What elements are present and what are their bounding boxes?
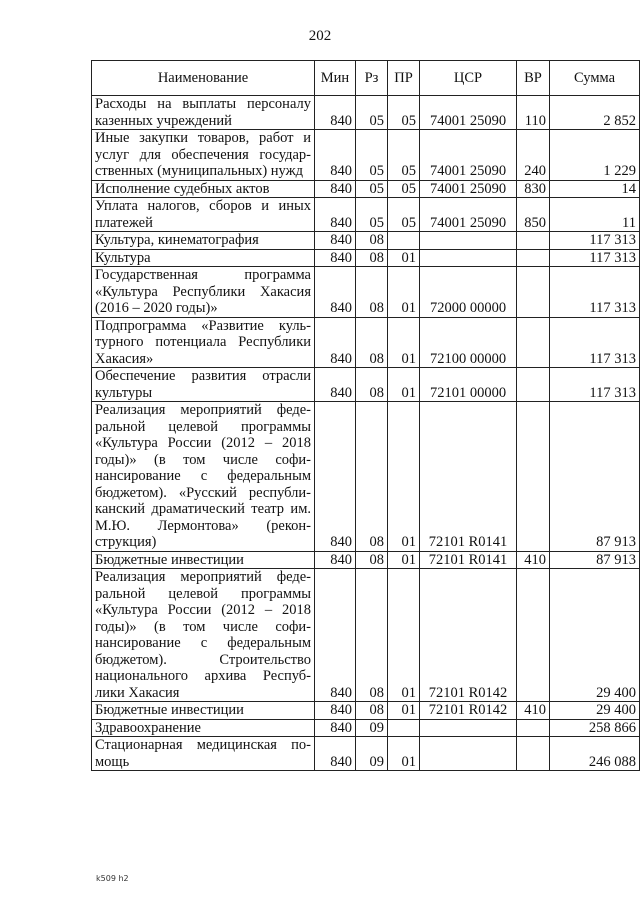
row-sum: 117 313 xyxy=(550,267,640,318)
row-rz: 05 xyxy=(356,96,388,130)
row-sum: 117 313 xyxy=(550,232,640,250)
row-sum: 117 313 xyxy=(550,317,640,368)
row-min: 840 xyxy=(315,719,356,737)
table-row xyxy=(92,402,640,552)
table-row xyxy=(92,267,640,318)
budget-table xyxy=(91,60,640,771)
row-sum: 29 400 xyxy=(550,702,640,720)
row-name: Обеспечение развития отрасли культуры xyxy=(92,368,315,402)
row-pr: 05 xyxy=(388,130,420,181)
footer-code: k509 h2 xyxy=(96,874,129,883)
row-csr: 72000 00000 xyxy=(420,267,517,318)
row-name: Государственная программа «Культура Республики Хакасия (2016 – 2020 годы)» xyxy=(92,267,315,318)
table-row xyxy=(92,368,640,402)
row-min: 840 xyxy=(315,249,356,267)
row-csr: 74001 25090 xyxy=(420,180,517,198)
row-csr xyxy=(420,232,517,250)
table-row xyxy=(92,551,640,569)
row-sum: 117 313 xyxy=(550,368,640,402)
row-sum: 87 913 xyxy=(550,551,640,569)
row-name: Культура xyxy=(92,249,315,267)
row-min: 840 xyxy=(315,569,356,702)
column-header-pr: ПР xyxy=(388,61,420,96)
row-vr xyxy=(517,719,550,737)
row-name: Уплата налогов, сборов и иных платежей xyxy=(92,198,315,232)
table-row xyxy=(92,130,640,181)
row-name: Исполнение судебных актов xyxy=(92,180,315,198)
row-pr: 05 xyxy=(388,96,420,130)
row-pr: 01 xyxy=(388,317,420,368)
table-row xyxy=(92,198,640,232)
row-name: Здравоохранение xyxy=(92,719,315,737)
row-vr: 410 xyxy=(517,702,550,720)
row-vr: 830 xyxy=(517,180,550,198)
row-pr: 01 xyxy=(388,569,420,702)
table-row xyxy=(92,180,640,198)
row-pr xyxy=(388,232,420,250)
row-rz: 08 xyxy=(356,569,388,702)
row-min: 840 xyxy=(315,267,356,318)
row-csr: 74001 25090 xyxy=(420,96,517,130)
row-rz: 08 xyxy=(356,402,388,552)
row-sum: 258 866 xyxy=(550,719,640,737)
table-row xyxy=(92,719,640,737)
row-pr: 01 xyxy=(388,702,420,720)
row-rz: 09 xyxy=(356,719,388,737)
row-sum: 117 313 xyxy=(550,249,640,267)
row-sum: 29 400 xyxy=(550,569,640,702)
row-rz: 08 xyxy=(356,551,388,569)
table-row xyxy=(92,569,640,702)
column-header-vr: ВР xyxy=(517,61,550,96)
row-pr xyxy=(388,719,420,737)
row-rz: 08 xyxy=(356,267,388,318)
row-vr xyxy=(517,368,550,402)
column-header-sum: Сумма xyxy=(550,61,640,96)
row-csr xyxy=(420,719,517,737)
row-pr: 05 xyxy=(388,198,420,232)
row-vr: 110 xyxy=(517,96,550,130)
row-csr: 72101 R0141 xyxy=(420,551,517,569)
table-header-row xyxy=(92,61,640,96)
row-vr xyxy=(517,232,550,250)
row-rz: 08 xyxy=(356,249,388,267)
row-min: 840 xyxy=(315,702,356,720)
row-pr: 05 xyxy=(388,180,420,198)
table-row xyxy=(92,737,640,771)
row-rz: 08 xyxy=(356,317,388,368)
row-name: Бюджетные инвестиции xyxy=(92,551,315,569)
row-min: 840 xyxy=(315,130,356,181)
row-name: Культура, кинематография xyxy=(92,232,315,250)
table-body xyxy=(92,96,640,771)
row-csr: 74001 25090 xyxy=(420,198,517,232)
row-pr: 01 xyxy=(388,402,420,552)
row-name: Иные закупки товаров, работ и услуг для обеспечения государ-ственных (муниципальных) нужд xyxy=(92,130,315,181)
row-vr: 240 xyxy=(517,130,550,181)
row-csr: 72101 R0142 xyxy=(420,702,517,720)
row-csr: 72100 00000 xyxy=(420,317,517,368)
row-rz: 05 xyxy=(356,198,388,232)
row-name: Реализация мероприятий феде-ральной целевой программы «Культура России (2012 – 2018 годы)» (в том числе софи-нансирование с федеральным бюджетом). «Русский республи-канский драматический театр им. М.Ю. Лермонтова» (рекон-струкция) xyxy=(92,402,315,552)
row-min: 840 xyxy=(315,96,356,130)
row-sum: 87 913 xyxy=(550,402,640,552)
row-csr: 72101 R0142 xyxy=(420,569,517,702)
row-sum: 1 229 xyxy=(550,130,640,181)
row-rz: 05 xyxy=(356,130,388,181)
row-rz: 08 xyxy=(356,702,388,720)
row-pr: 01 xyxy=(388,249,420,267)
row-sum: 246 088 xyxy=(550,737,640,771)
row-min: 840 xyxy=(315,402,356,552)
row-rz: 09 xyxy=(356,737,388,771)
table-row xyxy=(92,96,640,130)
row-csr: 74001 25090 xyxy=(420,130,517,181)
row-csr xyxy=(420,249,517,267)
row-sum: 2 852 xyxy=(550,96,640,130)
row-sum: 11 xyxy=(550,198,640,232)
row-min: 840 xyxy=(315,368,356,402)
table-row xyxy=(92,317,640,368)
column-header-csr: ЦСР xyxy=(420,61,517,96)
row-name: Реализация мероприятий феде-ральной целевой программы «Культура России (2012 – 2018 годы)» (в том числе софи-нансирование с федеральным бюджетом). Строительство национального архива Респуб-лики Хакасия xyxy=(92,569,315,702)
row-min: 840 xyxy=(315,232,356,250)
row-vr xyxy=(517,267,550,318)
row-min: 840 xyxy=(315,180,356,198)
table-row xyxy=(92,702,640,720)
row-rz: 08 xyxy=(356,232,388,250)
row-rz: 08 xyxy=(356,368,388,402)
row-min: 840 xyxy=(315,551,356,569)
row-vr xyxy=(517,569,550,702)
row-min: 840 xyxy=(315,317,356,368)
column-header-min: Мин xyxy=(315,61,356,96)
row-min: 840 xyxy=(315,737,356,771)
column-header-rz: Рз xyxy=(356,61,388,96)
row-vr: 850 xyxy=(517,198,550,232)
row-csr: 72101 00000 xyxy=(420,368,517,402)
row-vr xyxy=(517,249,550,267)
row-vr xyxy=(517,737,550,771)
table-row xyxy=(92,249,640,267)
row-pr: 01 xyxy=(388,267,420,318)
page-number: 202 xyxy=(308,28,332,44)
row-pr: 01 xyxy=(388,551,420,569)
row-vr: 410 xyxy=(517,551,550,569)
row-pr: 01 xyxy=(388,737,420,771)
table-row xyxy=(92,232,640,250)
row-name: Стационарная медицинская по-мощь xyxy=(92,737,315,771)
row-sum: 14 xyxy=(550,180,640,198)
row-name: Подпрограмма «Развитие куль-турного потенциала Республики Хакасия» xyxy=(92,317,315,368)
row-csr: 72101 R0141 xyxy=(420,402,517,552)
row-vr xyxy=(517,317,550,368)
column-header-name: Наименование xyxy=(92,61,315,96)
row-pr: 01 xyxy=(388,368,420,402)
row-vr xyxy=(517,402,550,552)
row-rz: 05 xyxy=(356,180,388,198)
row-csr xyxy=(420,737,517,771)
row-min: 840 xyxy=(315,198,356,232)
row-name: Расходы на выплаты персоналу казенных учреждений xyxy=(92,96,315,130)
row-name: Бюджетные инвестиции xyxy=(92,702,315,720)
